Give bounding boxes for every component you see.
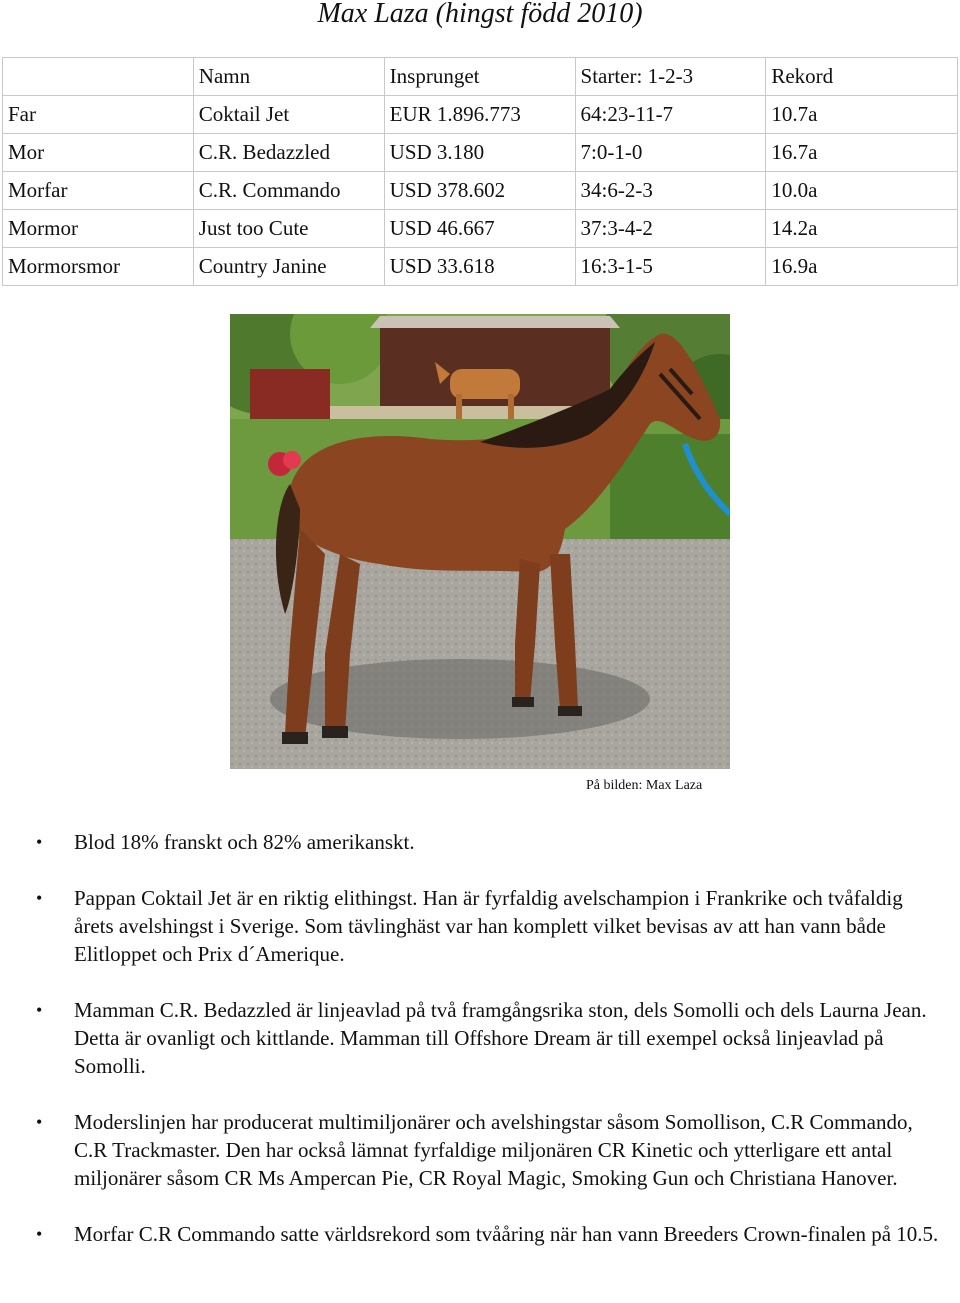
table-cell: 10.7a <box>766 96 958 134</box>
table-row <box>3 210 958 248</box>
table-cell: Morfar <box>3 172 194 210</box>
table-cell: Mor <box>3 134 194 172</box>
table-header-cell: Rekord <box>766 58 958 96</box>
list-item <box>0 1108 960 1192</box>
bullet-icon: • <box>36 1112 43 1132</box>
table-cell: 14.2a <box>766 210 958 248</box>
table-cell: 34:6-2-3 <box>575 172 766 210</box>
photo-caption: På bilden: Max Laza <box>586 778 703 793</box>
bullet-icon: • <box>36 832 43 852</box>
table-cell: USD 33.618 <box>384 248 575 286</box>
page-title: Max Laza (hingst född 2010) <box>317 0 643 29</box>
table-header-cell: Starter: 1-2-3 <box>575 58 766 96</box>
horse-photo-illustration <box>230 314 730 769</box>
table-cell: 16:3-1-5 <box>575 248 766 286</box>
table-cell: 7:0-1-0 <box>575 134 766 172</box>
bullet-text: Moderslinjen har producerat multimiljonärer och avelshingstar såsom Somollison, C.R Commando, C.R Trackmaster. Den har också lämnat fyrfaldige miljonären CR Kinetic och ytterligare ett antal miljonärer såsom CR Ms Ampercan Pie, CR Royal Magic, Smoking Gun och Christiana Hanover. <box>74 1110 913 1190</box>
table-cell: Mormor <box>3 210 194 248</box>
table-cell: Far <box>3 96 194 134</box>
list-item <box>0 996 960 1080</box>
pedigree-table <box>2 57 958 286</box>
table-cell: 10.0a <box>766 172 958 210</box>
table-cell: USD 378.602 <box>384 172 575 210</box>
bullet-text: Pappan Coktail Jet är en riktig elithingst. Han är fyrfaldig avelschampion i Frankrike och tvåfaldig årets avelshingst i Sverige. Som tävlinghäst var han komplett vilket bevisas av att han vann både Elitloppet och Prix d´Amerique. <box>74 886 903 966</box>
table-header-cell: Namn <box>193 58 384 96</box>
table-cell: Coktail Jet <box>193 96 384 134</box>
table-row <box>3 96 958 134</box>
table-cell: Mormorsmor <box>3 248 194 286</box>
table-header-row <box>3 58 958 96</box>
table-cell: EUR 1.896.773 <box>384 96 575 134</box>
table-cell: 16.9a <box>766 248 958 286</box>
table-row <box>3 172 958 210</box>
table-cell: USD 46.667 <box>384 210 575 248</box>
bullet-text: Blod 18% franskt och 82% amerikanskt. <box>74 830 415 854</box>
bullet-text: Morfar C.R Commando satte världsrekord som tvååring när han vann Breeders Crown-finalen på 10.5. <box>74 1222 939 1246</box>
list-item <box>0 884 960 968</box>
table-header-cell <box>3 58 194 96</box>
info-bullet-list <box>0 828 960 1276</box>
table-cell: Country Janine <box>193 248 384 286</box>
table-cell: C.R. Bedazzled <box>193 134 384 172</box>
table-cell: 37:3-4-2 <box>575 210 766 248</box>
table-row <box>3 134 958 172</box>
table-cell: USD 3.180 <box>384 134 575 172</box>
table-cell: 16.7a <box>766 134 958 172</box>
table-header-cell: Insprunget <box>384 58 575 96</box>
list-item <box>0 1220 960 1248</box>
bullet-text: Mamman C.R. Bedazzled är linjeavlad på två framgångsrika ston, dels Somolli och dels Laurna Jean. Detta är ovanligt och kittlande. Mamman till Offshore Dream är till exempel också linjeavlad på Somolli. <box>74 998 927 1078</box>
table-cell: Just too Cute <box>193 210 384 248</box>
table-cell: C.R. Commando <box>193 172 384 210</box>
table-row <box>3 248 958 286</box>
table-cell: 64:23-11-7 <box>575 96 766 134</box>
bullet-icon: • <box>36 1000 43 1020</box>
bullet-icon: • <box>36 888 43 908</box>
list-item <box>0 828 960 856</box>
horse-photo <box>230 314 730 769</box>
bullet-icon: • <box>36 1224 43 1244</box>
